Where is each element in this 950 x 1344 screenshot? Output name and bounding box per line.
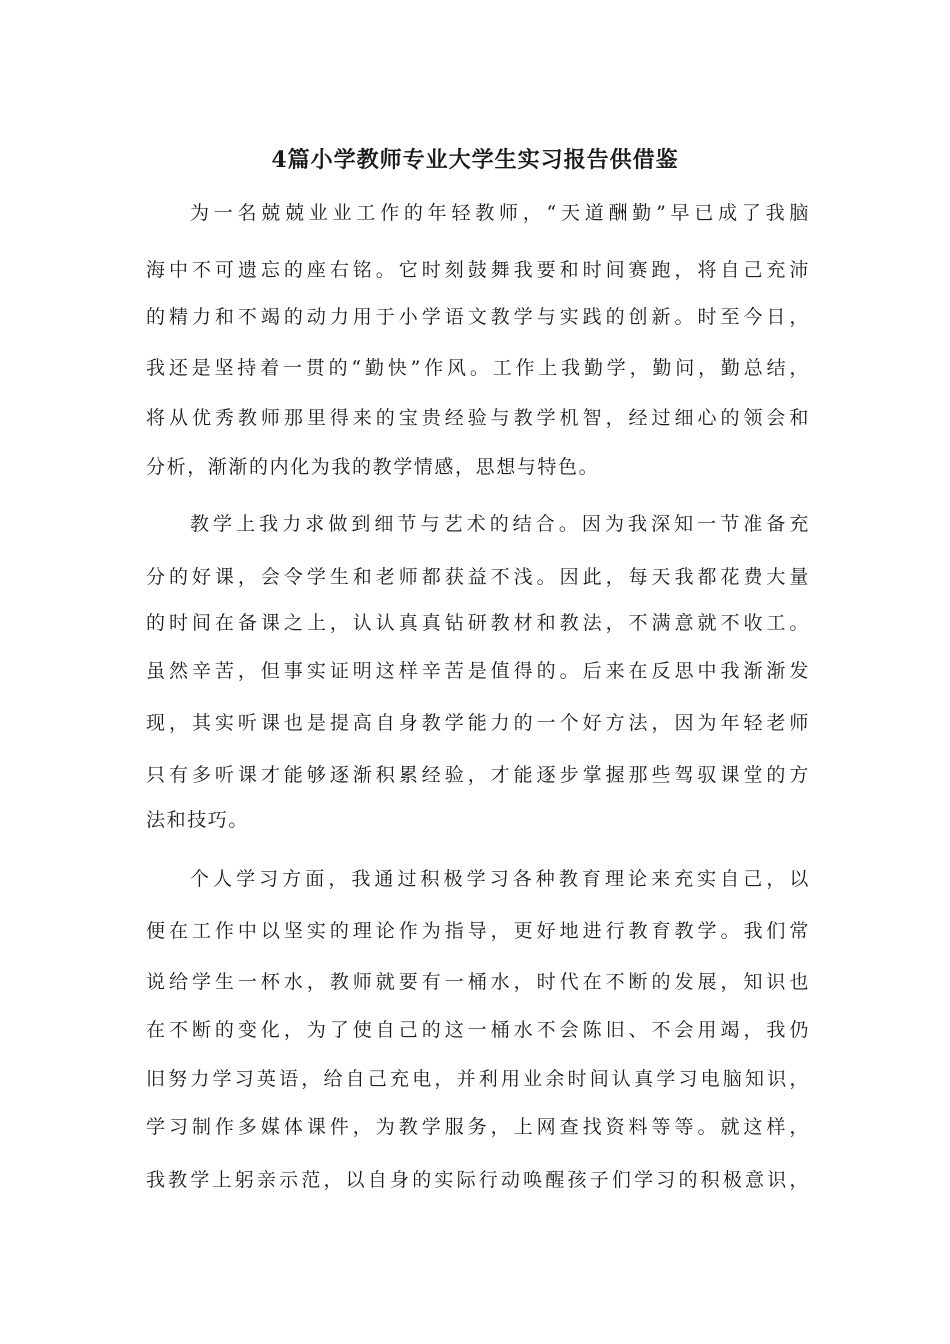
paragraph-line: 的时间在备课之上，认认真真钻研教材和教法，不满意就不收工。	[146, 612, 810, 634]
paragraph-line: 教学上我力求做到细节与艺术的结合。因为我深知一节准备充	[190, 513, 810, 535]
paragraph-line: 我教学上躬亲示范，以自身的实际行动唤醒孩子们学习的积极意识，	[146, 1169, 810, 1191]
paragraph-line: 分析，渐渐的内化为我的教学情感，思想与特色。	[146, 456, 600, 478]
document-title: 4篇小学教师专业大学生实习报告供借鉴	[271, 147, 679, 173]
paragraph-line: 为一名兢兢业业工作的年轻教师，“天道酬勤”早已成了我脑	[190, 202, 810, 224]
paragraph-line: 法和技巧。	[146, 809, 250, 831]
paragraph-line: 我还是坚持着一贯的“勤快”作风。工作上我勤学，勤问，勤总结，	[146, 357, 810, 379]
paragraph-line: 现，其实听课也是提高自身教学能力的一个好方法，因为年轻老师	[146, 712, 810, 734]
paragraph-line: 说给学生一杯水，教师就要有一桶水，时代在不断的发展，知识也	[146, 971, 810, 993]
paragraph-line: 将从优秀教师那里得来的宝贵经验与教学机智，经过细心的领会和	[146, 407, 810, 429]
paragraph-line: 分的好课，会令学生和老师都获益不浅。因此，每天我都花费大量	[146, 566, 810, 588]
paragraph-line: 旧努力学习英语，给自己充电，并利用业余时间认真学习电脑知识，	[146, 1068, 810, 1090]
paragraph-line: 海中不可遗忘的座右铭。它时刻鼓舞我要和时间赛跑，将自己充沛	[146, 259, 810, 281]
paragraph-line: 学习制作多媒体课件，为教学服务，上网查找资料等等。就这样，	[146, 1116, 810, 1138]
paragraph-line: 在不断的变化，为了使自己的这一桶水不会陈旧、不会用竭，我仍	[146, 1019, 810, 1041]
paragraph-line: 虽然辛苦，但事实证明这样辛苦是值得的。后来在反思中我渐渐发	[146, 660, 810, 682]
paragraph-line: 只有多听课才能够逐渐积累经验，才能逐步掌握那些驾驭课堂的方	[146, 764, 810, 786]
paragraph-line: 的精力和不竭的动力用于小学语文教学与实践的创新。时至今日，	[146, 306, 810, 328]
paragraph-line: 便在工作中以坚实的理论作为指导，更好地进行教育教学。我们常	[146, 920, 810, 942]
paragraph-line: 个人学习方面，我通过积极学习各种教育理论来充实自己，以	[190, 868, 810, 890]
